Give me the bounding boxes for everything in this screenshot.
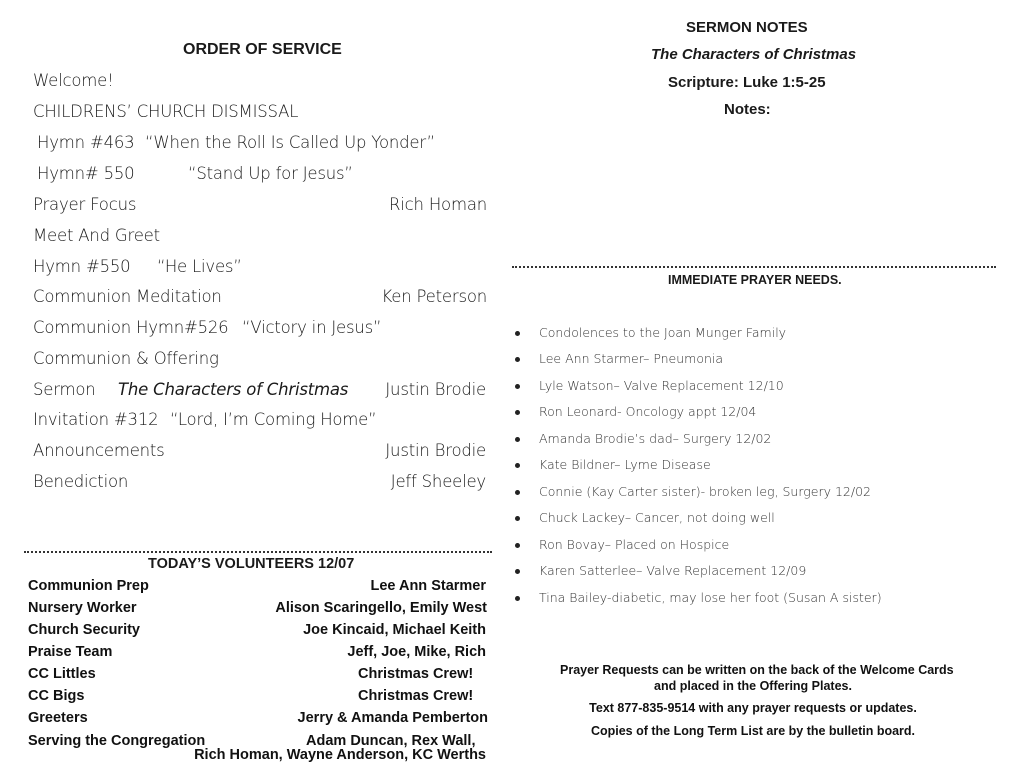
bullet-icon <box>515 357 520 362</box>
footer-text-number: Text 877-835-9514 with any prayer requests or updates. <box>589 701 917 715</box>
list-item: Tina Bailey-diabetic, may lose her foot (Susan A sister) <box>539 590 882 605</box>
scripture-reference: Scripture: Luke 1:5-25 <box>668 74 826 91</box>
service-item-label: Hymn# 550 <box>37 164 135 183</box>
volunteer-names: Christmas Crew! <box>358 688 474 704</box>
bullet-icon <box>515 596 520 601</box>
prayer-needs-title: IMMEDIATE PRAYER NEEDS. <box>668 273 842 287</box>
service-item-invitation: Invitation #312 <box>33 410 159 429</box>
service-item-hymn-550b: Hymn #550 <box>33 257 131 276</box>
volunteer-names: Jerry & Amanda Pemberton <box>297 710 488 726</box>
sermon-notes-title: SERMON NOTES <box>686 19 808 36</box>
list-item: Kate Bildner– Lyme Disease <box>539 457 711 472</box>
service-item-hymn-550 <box>37 164 134 183</box>
volunteer-names: Adam Duncan, Rex Wall, <box>306 733 476 749</box>
service-item-sermon: Sermon <box>33 380 96 399</box>
volunteers-divider <box>24 551 492 553</box>
service-item-communion-meditation-leader: Ken Peterson <box>381 287 487 306</box>
volunteer-names: Jeff, Joe, Mike, Rich <box>347 644 486 660</box>
list-item: Chuck Lackey– Cancer, not doing well <box>539 510 775 525</box>
service-item-label: Welcome! <box>33 71 114 90</box>
bullet-icon <box>515 437 520 442</box>
bullet-icon <box>515 543 520 548</box>
volunteer-role: Communion Prep <box>28 578 149 594</box>
list-item: Ron Bovay– Placed on Hospice <box>539 537 730 552</box>
service-item-hymn-463-title: “When the Roll Is Called Up Yonder” <box>145 133 435 152</box>
prayer-divider <box>512 266 996 268</box>
volunteer-names: Christmas Crew! <box>358 666 474 682</box>
list-item: Connie (Kay Carter sister)- broken leg, Surgery 12/02 <box>539 484 872 499</box>
footer-offering-plates: and placed in the Offering Plates. <box>654 679 852 693</box>
service-item-hymn-550-title: “Stand Up for Jesus” <box>188 164 353 183</box>
service-item-label: Hymn #463 <box>37 133 135 152</box>
bullet-icon <box>515 410 520 415</box>
service-item-benediction: Benediction <box>33 472 129 491</box>
volunteer-names: Alison Scaringello, Emily West <box>275 600 487 616</box>
list-item: Condolences to the Joan Munger Family <box>539 325 787 340</box>
volunteer-role: Greeters <box>28 710 88 726</box>
service-item-invitation-title: “Lord, I’m Coming Home” <box>170 410 377 429</box>
footer-prayer-requests: Prayer Requests can be written on the back of the Welcome Cards <box>560 663 954 677</box>
volunteer-names-continued: Rich Homan, Wayne Anderson, KC Werths <box>194 747 486 763</box>
service-item-communion-hymn-title: “Victory in Jesus” <box>242 318 382 337</box>
bullet-icon <box>515 463 520 468</box>
volunteers-title: TODAY’S VOLUNTEERS 12/07 <box>148 556 355 572</box>
volunteer-role: Nursery Worker <box>28 600 137 616</box>
volunteer-role: CC Littles <box>28 666 96 682</box>
bullet-icon <box>515 384 520 389</box>
service-item-prayer-focus: Prayer Focus <box>33 195 137 214</box>
service-item-communion-meditation: Communion Meditation <box>33 287 222 306</box>
service-item-communion-offering: Communion & Offering <box>33 349 219 368</box>
service-item-announcements-leader: Justin Brodie <box>385 441 486 460</box>
order-of-service-title: ORDER OF SERVICE <box>183 41 342 58</box>
bullet-icon <box>515 331 520 336</box>
notes-label: Notes: <box>724 101 771 118</box>
volunteer-names: Lee Ann Starmer <box>370 578 486 594</box>
volunteer-role: Serving the Congregation <box>28 733 206 749</box>
list-item: Lyle Watson– Valve Replacement 12/10 <box>539 378 784 393</box>
volunteer-role: Praise Team <box>28 644 113 660</box>
list-item: Ron Leonard- Oncology appt 12/04 <box>539 404 757 419</box>
volunteer-names: Joe Kincaid, Michael Keith <box>303 622 486 638</box>
service-item-communion-hymn: Communion Hymn#526 <box>33 318 229 337</box>
service-item-childrens-church <box>33 102 298 121</box>
bullet-icon <box>515 516 520 521</box>
list-item: Karen Satterlee– Valve Replacement 12/09 <box>539 563 807 578</box>
service-item-benediction-leader: Jeff Sheeley <box>390 472 486 491</box>
service-item-announcements: Announcements <box>33 441 165 460</box>
sermon-title: The Characters of Christmas <box>651 46 857 63</box>
bullet-icon <box>515 490 520 495</box>
service-item-hymn-463 <box>37 133 134 152</box>
service-item-label: CHILDRENS’ CHURCH DISMISSAL <box>33 102 299 121</box>
service-item-prayer-focus-leader: Rich Homan <box>389 195 487 214</box>
bullet-icon <box>515 569 520 574</box>
service-item-welcome <box>33 71 114 90</box>
list-item: Lee Ann Starmer– Pneumonia <box>539 351 724 366</box>
service-item-hymn-550b-title: “He Lives” <box>157 257 242 276</box>
service-item-meet-greet: Meet And Greet <box>33 226 160 245</box>
service-item-sermon-leader: Justin Brodie <box>385 380 486 399</box>
footer-long-term-list: Copies of the Long Term List are by the bulletin board. <box>590 724 916 738</box>
list-item: Amanda Brodie’s dad– Surgery 12/02 <box>539 431 772 446</box>
volunteer-role: CC Bigs <box>28 688 85 704</box>
service-item-sermon-title: The Characters of Christmas <box>118 380 349 399</box>
volunteer-role: Church Security <box>28 622 140 638</box>
